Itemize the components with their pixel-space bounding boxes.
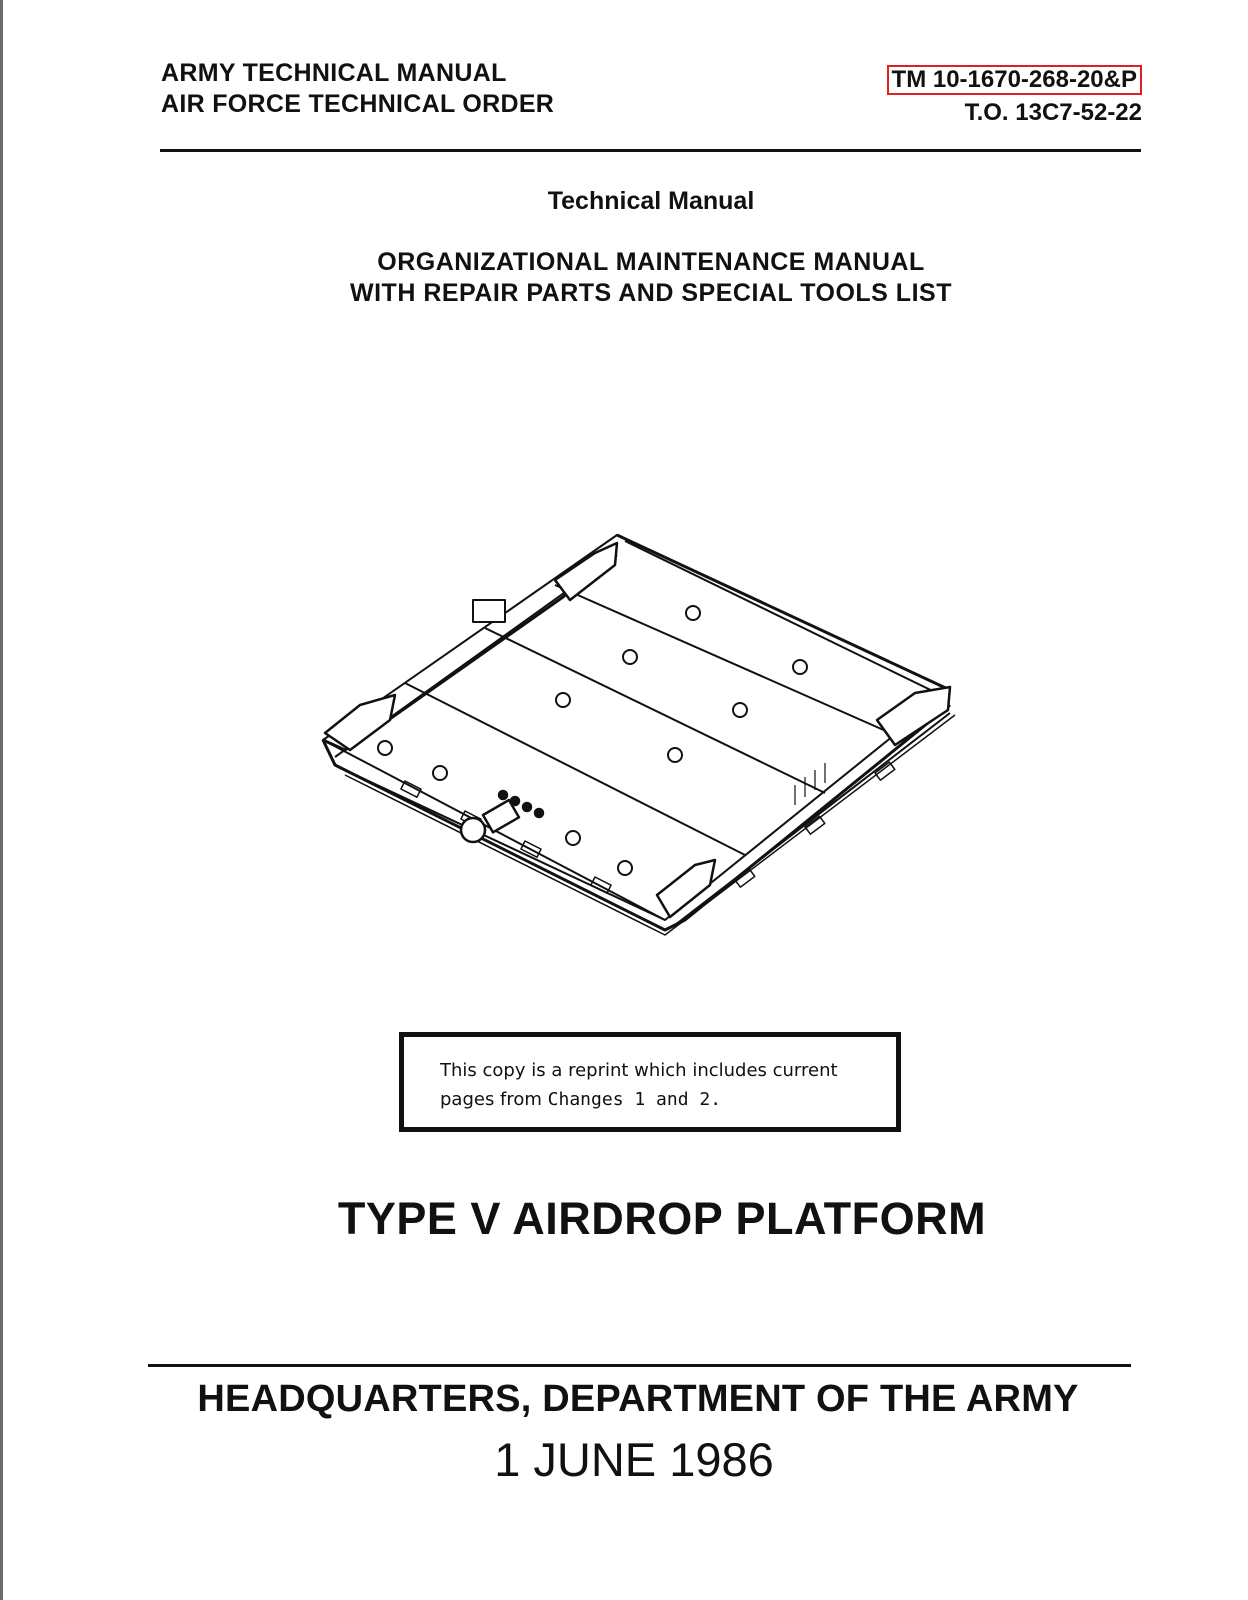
manual-title-line1: ORGANIZATIONAL MAINTENANCE MANUAL (377, 248, 925, 276)
manual-type: Technical Manual (547, 187, 755, 215)
header-army-line: ARMY TECHNICAL MANUAL (161, 59, 507, 87)
notice-line2 (440, 1085, 864, 1114)
header-airforce-line: AIR FORCE TECHNICAL ORDER (161, 90, 555, 118)
header-left (161, 58, 554, 120)
manual-title (0, 247, 1248, 309)
header-right (887, 63, 1142, 129)
airdrop-platform-illustration-icon (305, 525, 975, 945)
top-divider (160, 149, 1141, 152)
tm-number-highlight: TM 10-1670-268-20&P (887, 65, 1142, 95)
manual-title-line2: WITH REPAIR PARTS AND SPECIAL TOOLS LIST (350, 279, 952, 307)
notice-line2-prefix: pages from (440, 1089, 548, 1110)
headquarters: HEADQUARTERS, DEPARTMENT OF THE ARMY (197, 1378, 1079, 1420)
bottom-divider (148, 1364, 1131, 1367)
reprint-notice (399, 1032, 901, 1132)
notice-line1: This copy is a reprint which includes current (440, 1060, 838, 1081)
page-left-border (0, 0, 3, 1600)
to-number: T.O. 13C7-52-22 (964, 99, 1142, 126)
main-title: TYPE V AIRDROP PLATFORM (337, 1193, 987, 1244)
publication-date: 1 JUNE 1986 (494, 1433, 774, 1486)
notice-changes: Changes 1 and 2. (547, 1089, 722, 1110)
